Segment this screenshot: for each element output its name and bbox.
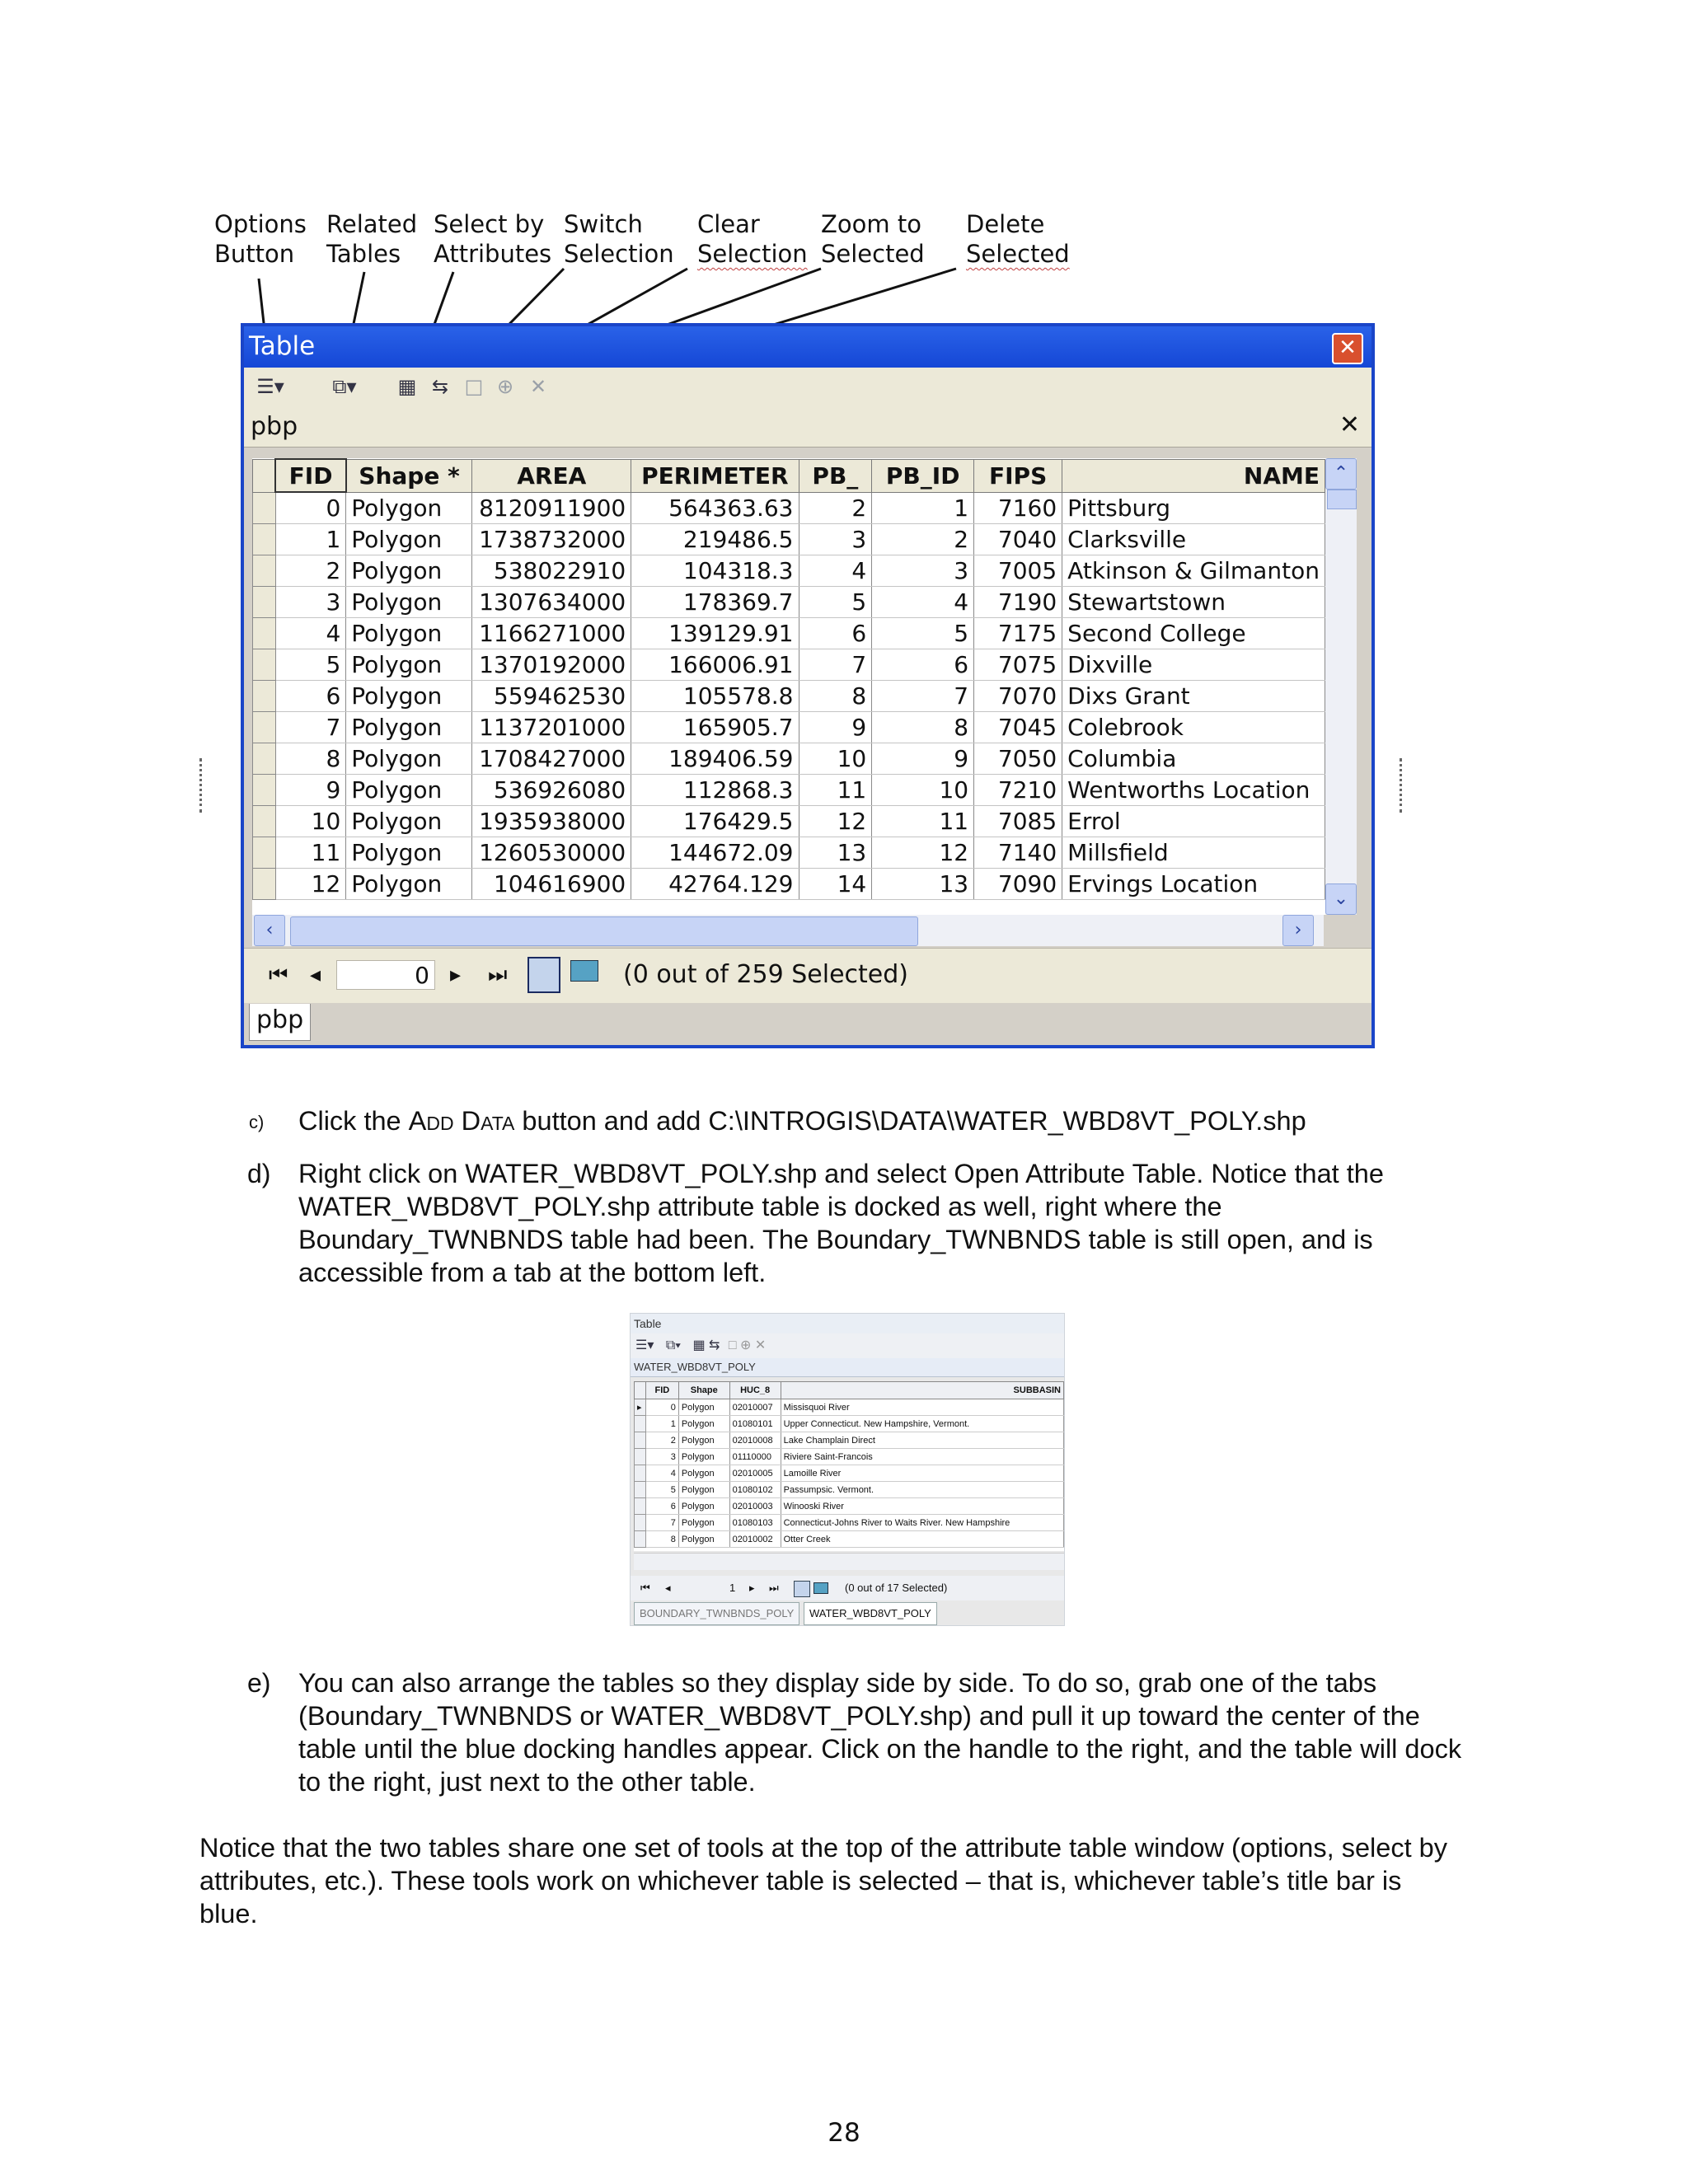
- table-cell: 12: [872, 837, 974, 869]
- layer-tab-header: [244, 405, 1372, 448]
- table-cell: 7: [872, 681, 974, 712]
- table-cell: Polygon: [346, 555, 472, 587]
- select-by-attributes-icon[interactable]: ▦: [397, 375, 417, 398]
- step-d-marker: d): [247, 1159, 271, 1188]
- small-table-cell: Otter Creek: [781, 1531, 1063, 1548]
- table-cell: 9: [872, 743, 974, 775]
- table-cell: 7070: [974, 681, 1062, 712]
- table-cell: 7005: [974, 555, 1062, 587]
- table-cell: Dixs Grant: [1062, 681, 1325, 712]
- tab-water-wbd8vt[interactable]: WATER_WBD8VT_POLY: [804, 1602, 937, 1625]
- small-table-cell: 02010007: [729, 1399, 781, 1416]
- table-cell: 12: [275, 869, 345, 900]
- row-selector[interactable]: [253, 587, 276, 618]
- vertical-scrollbar[interactable]: [1325, 458, 1357, 915]
- small-row-selector[interactable]: ▸: [635, 1399, 646, 1416]
- callout-select-by-attributes: Select by Attributes: [434, 210, 552, 268]
- table-cell: Polygon: [346, 837, 472, 869]
- small-show-selected-icon[interactable]: [814, 1582, 828, 1594]
- row-selector[interactable]: [253, 806, 276, 837]
- table-cell: Polygon: [346, 649, 472, 681]
- column-header[interactable]: PB_ID: [872, 459, 974, 492]
- table-cell: 7140: [974, 837, 1062, 869]
- callout-options-button: Options Button: [214, 210, 307, 268]
- table-cell: Polygon: [346, 869, 472, 900]
- table-cell: 8: [275, 743, 345, 775]
- small-table-cell: Polygon: [678, 1449, 729, 1465]
- tab-boundary-twnbnds[interactable]: BOUNDARY_TWNBNDS_POLY: [634, 1602, 799, 1625]
- table-row[interactable]: [253, 869, 1325, 900]
- small-delete-icon[interactable]: ✕: [754, 1338, 767, 1352]
- table-cell: Polygon: [346, 587, 472, 618]
- table-row[interactable]: [253, 775, 1325, 806]
- small-table-cell: 5: [645, 1482, 678, 1498]
- small-column-header[interactable]: FID: [645, 1382, 678, 1399]
- table-cell: 7: [275, 712, 345, 743]
- small-table-cell: 6: [645, 1498, 678, 1515]
- table-cell: 1: [872, 492, 974, 524]
- page-number: 28: [828, 2118, 860, 2148]
- row-selector[interactable]: [253, 681, 276, 712]
- small-row-selector-header: [635, 1382, 646, 1399]
- row-selector[interactable]: [253, 649, 276, 681]
- table-cell: 1307634000: [472, 587, 631, 618]
- callout-related-tables: Related Tables: [326, 210, 418, 268]
- small-first-record-icon[interactable]: ⏮: [640, 1582, 650, 1594]
- table-cell: 2: [799, 492, 872, 524]
- small-table-cell: 2: [645, 1432, 678, 1449]
- column-header[interactable]: NAME: [1062, 459, 1325, 492]
- small-row-selector[interactable]: [635, 1498, 646, 1515]
- small-table-cell: 01080103: [729, 1515, 781, 1531]
- table-cell: 4: [872, 587, 974, 618]
- table-row[interactable]: [253, 524, 1325, 555]
- table-row[interactable]: [253, 837, 1325, 869]
- small-table-cell: Polygon: [678, 1465, 729, 1482]
- small-record-number[interactable]: 1: [729, 1582, 736, 1594]
- small-table-cell: 01080101: [729, 1416, 781, 1432]
- small-show-all-icon[interactable]: [794, 1581, 810, 1597]
- small-table-cell: Lamoille River: [781, 1465, 1063, 1482]
- row-selector[interactable]: [253, 492, 276, 524]
- table-cell: Pittsburg: [1062, 492, 1325, 524]
- small-table-cell: Polygon: [678, 1482, 729, 1498]
- small-select-icon[interactable]: ▦: [692, 1338, 706, 1352]
- table-cell: 144672.09: [631, 837, 799, 869]
- small-table-cell: 02010005: [729, 1465, 781, 1482]
- small-switch-icon[interactable]: ⇆: [709, 1338, 720, 1352]
- table-cell: Second College: [1062, 618, 1325, 649]
- table-cell: 104318.3: [631, 555, 799, 587]
- small-table-row[interactable]: [635, 1416, 1064, 1432]
- column-header[interactable]: FIPS: [974, 459, 1062, 492]
- table-row[interactable]: [253, 649, 1325, 681]
- table-row[interactable]: [253, 492, 1325, 524]
- small-previous-record-icon[interactable]: ◂: [665, 1582, 671, 1594]
- small-table-cell: 02010008: [729, 1432, 781, 1449]
- record-navigation-bar: [244, 948, 1372, 1003]
- close-icon[interactable]: ✕: [1332, 333, 1363, 364]
- table-cell: 5: [275, 649, 345, 681]
- step-c-marker: c): [249, 1112, 265, 1132]
- table-cell: 11: [872, 806, 974, 837]
- table-cell: 1738732000: [472, 524, 631, 555]
- table-cell: 4: [799, 555, 872, 587]
- table-cell: 3: [275, 587, 345, 618]
- table-options-icon[interactable]: ☰▾: [256, 375, 284, 398]
- small-table-cell: Polygon: [678, 1498, 729, 1515]
- attribute-rows: [253, 492, 1325, 900]
- table-cell: Polygon: [346, 618, 472, 649]
- small-row-selector[interactable]: [635, 1482, 646, 1498]
- small-row-selector[interactable]: [635, 1515, 646, 1531]
- table-cell: 139129.91: [631, 618, 799, 649]
- small-row-selector[interactable]: [635, 1531, 646, 1548]
- table-cell: 7: [799, 649, 872, 681]
- small-horizontal-scrollbar[interactable]: [634, 1553, 1064, 1570]
- table-cell: Polygon: [346, 681, 472, 712]
- table-cell: 5: [799, 587, 872, 618]
- step-d-text: Right click on WATER_WBD8VT_POLY.shp and select Open Attribute Table. Notice that the WATER_WBD8VT_POLY.shp attribute table is docked as well, right where the Boundary_TWNBNDS table had been. The Boundary_TWNBNDS table is still open, and is accessible from a tab at the bottom left.: [298, 1159, 1384, 1287]
- small-table-cell: 4: [645, 1465, 678, 1482]
- small-table-cell: Polygon: [678, 1432, 729, 1449]
- column-header[interactable]: PERIMETER: [631, 459, 799, 492]
- table-cell: 11: [275, 837, 345, 869]
- table-cell: 7210: [974, 775, 1062, 806]
- small-row-selector[interactable]: [635, 1449, 646, 1465]
- small-attribute-table: [634, 1381, 1064, 1548]
- small-table-cell: 8: [645, 1531, 678, 1548]
- table-cell: Errol: [1062, 806, 1325, 837]
- table-cell: Millsfield: [1062, 837, 1325, 869]
- record-number-field[interactable]: 0: [336, 960, 435, 990]
- table-cell: Polygon: [346, 743, 472, 775]
- table-cell: 8: [799, 681, 872, 712]
- table-cell: 9: [275, 775, 345, 806]
- small-column-header[interactable]: HUC_8: [729, 1382, 781, 1399]
- table-cell: 13: [872, 869, 974, 900]
- table-cell: 8120911900: [472, 492, 631, 524]
- table-cell: 0: [275, 492, 345, 524]
- table-cell: 4: [275, 618, 345, 649]
- small-column-header[interactable]: SUBBASIN: [781, 1382, 1063, 1399]
- table-cell: 7085: [974, 806, 1062, 837]
- table-row[interactable]: [253, 555, 1325, 587]
- table-cell: 3: [799, 524, 872, 555]
- small-table-row[interactable]: [635, 1498, 1064, 1515]
- table-cell: 6: [275, 681, 345, 712]
- table-cell: 7040: [974, 524, 1062, 555]
- first-record-icon[interactable]: ⏮: [269, 963, 288, 987]
- next-record-icon[interactable]: ▸: [450, 963, 462, 987]
- table-cell: 7190: [974, 587, 1062, 618]
- table-cell: 189406.59: [631, 743, 799, 775]
- small-row-selector[interactable]: [635, 1432, 646, 1449]
- table-row[interactable]: [253, 806, 1325, 837]
- attribute-table: [252, 458, 1325, 900]
- table-cell: 2: [275, 555, 345, 587]
- table-cell: 12: [799, 806, 872, 837]
- table-cell: 10: [872, 775, 974, 806]
- zoom-to-selected-icon[interactable]: ⊕: [496, 375, 514, 398]
- small-table-cell: Polygon: [678, 1416, 729, 1432]
- table-row[interactable]: [253, 618, 1325, 649]
- clear-selection-icon[interactable]: □: [464, 375, 484, 398]
- layer-tab-name: pbp: [251, 412, 298, 441]
- table-cell: 1137201000: [472, 712, 631, 743]
- small-table-cell: 3: [645, 1449, 678, 1465]
- small-selection-status: (0 out of 17 Selected): [845, 1582, 948, 1594]
- selection-status: (0 out of 259 Selected): [623, 960, 908, 989]
- small-table-cell: Connecticut-Johns River to Waits River. New Hampshire: [781, 1515, 1063, 1531]
- step-c-text: Click the Add Data button and add C:\INTROGIS\DATA\WATER_WBD8VT_POLY.shp: [298, 1106, 1306, 1136]
- small-record-navigation: [631, 1576, 1064, 1601]
- column-header[interactable]: FID: [275, 459, 345, 492]
- table-cell: 14: [799, 869, 872, 900]
- small-table-row[interactable]: [635, 1465, 1064, 1482]
- callout-switch-selection: Switch Selection: [564, 210, 674, 268]
- small-table-cell: 02010003: [729, 1498, 781, 1515]
- table-cell: Polygon: [346, 806, 472, 837]
- table-cell: 178369.7: [631, 587, 799, 618]
- table-cell: 1260530000: [472, 837, 631, 869]
- table-cell: Polygon: [346, 492, 472, 524]
- table-cell: 11: [799, 775, 872, 806]
- table-cell: Clarksville: [1062, 524, 1325, 555]
- small-table-title: Table: [631, 1314, 1064, 1333]
- table-cell: 7050: [974, 743, 1062, 775]
- table-cell: Atkinson & Gilmanton: [1062, 555, 1325, 587]
- previous-record-icon[interactable]: ◂: [310, 963, 321, 987]
- small-table-row[interactable]: [635, 1399, 1064, 1416]
- table-cell: 219486.5: [631, 524, 799, 555]
- table-cell: 6: [799, 618, 872, 649]
- table-cell: Stewartstown: [1062, 587, 1325, 618]
- table-cell: 1: [275, 524, 345, 555]
- table-cell: 559462530: [472, 681, 631, 712]
- last-record-icon[interactable]: ⏭: [488, 963, 508, 987]
- column-header[interactable]: PB_: [799, 459, 872, 492]
- bottom-table-tab[interactable]: pbp: [249, 1004, 311, 1041]
- small-header-row: [635, 1382, 1064, 1399]
- row-selector[interactable]: [253, 837, 276, 869]
- table-cell: Polygon: [346, 775, 472, 806]
- layer-close-icon[interactable]: ✕: [1339, 410, 1360, 439]
- table-cell: 7045: [974, 712, 1062, 743]
- table-cell: 564363.63: [631, 492, 799, 524]
- left-dock-marker: [199, 758, 202, 813]
- attribute-grid: [252, 458, 1325, 915]
- scroll-thumb[interactable]: [1327, 490, 1357, 509]
- table-row[interactable]: [253, 712, 1325, 743]
- row-selector[interactable]: [253, 743, 276, 775]
- table-toolbar: [244, 368, 1372, 406]
- small-table-cell: Riviere Saint-Francois: [781, 1449, 1063, 1465]
- small-table-cell: Missisquoi River: [781, 1399, 1063, 1416]
- table-cell: 7160: [974, 492, 1062, 524]
- small-related-icon[interactable]: ⧉▾: [665, 1338, 681, 1352]
- table-cell: Colebrook: [1062, 712, 1325, 743]
- row-selector-header: [253, 459, 276, 492]
- table-cell: 3: [872, 555, 974, 587]
- attribute-table-window: [241, 323, 1375, 1048]
- small-table-cell: 01110000: [729, 1449, 781, 1465]
- small-table-cell: Polygon: [678, 1399, 729, 1416]
- callout-zoom-to-selected: Zoom to Selected: [821, 210, 925, 268]
- table-cell: 5: [872, 618, 974, 649]
- small-table-row[interactable]: [635, 1432, 1064, 1449]
- small-table-row[interactable]: [635, 1482, 1064, 1498]
- table-cell: 176429.5: [631, 806, 799, 837]
- table-cell: 1708427000: [472, 743, 631, 775]
- table-cell: 166006.91: [631, 649, 799, 681]
- switch-selection-icon[interactable]: ⇆: [431, 375, 449, 398]
- small-table-row[interactable]: [635, 1531, 1064, 1548]
- callout-clear-selection: Clear Selection: [697, 210, 808, 268]
- small-table-cell: 7: [645, 1515, 678, 1531]
- small-table-row[interactable]: [635, 1449, 1064, 1465]
- small-table-cell: Polygon: [678, 1515, 729, 1531]
- small-table-cell: Winooski River: [781, 1498, 1063, 1515]
- table-cell: 9: [799, 712, 872, 743]
- small-row-selector[interactable]: [635, 1465, 646, 1482]
- small-column-header[interactable]: Shape: [678, 1382, 729, 1399]
- small-table-cell: 1: [645, 1416, 678, 1432]
- table-cell: 10: [275, 806, 345, 837]
- small-layer-name: WATER_WBD8VT_POLY: [631, 1358, 1064, 1377]
- row-selector[interactable]: [253, 555, 276, 587]
- small-table-cell: Upper Connecticut. New Hampshire, Vermont.: [781, 1416, 1063, 1432]
- table-row[interactable]: [253, 681, 1325, 712]
- table-cell: 104616900: [472, 869, 631, 900]
- small-last-record-icon[interactable]: ⏭: [769, 1582, 779, 1594]
- step-e-marker: e): [247, 1668, 271, 1698]
- closing-note: Notice that the two tables share one set of tools at the top of the attribute table window (options, select by attributes, etc.). These tools work on whichever table is selected – that is, whichever table’s title bar is blue.: [199, 1833, 1447, 1929]
- column-header[interactable]: Shape *: [346, 459, 472, 492]
- table-cell: Wentworths Location: [1062, 775, 1325, 806]
- table-cell: 1370192000: [472, 649, 631, 681]
- header-row: [253, 459, 1325, 492]
- show-all-records-icon[interactable]: [528, 957, 560, 993]
- row-selector[interactable]: [253, 775, 276, 806]
- small-table-row[interactable]: [635, 1515, 1064, 1531]
- table-cell: 538022910: [472, 555, 631, 587]
- horizontal-scroll-thumb[interactable]: [290, 916, 918, 946]
- small-next-record-icon[interactable]: ▸: [749, 1582, 755, 1594]
- related-tables-icon[interactable]: ⧉▾: [332, 375, 357, 398]
- delete-selected-icon[interactable]: ✕: [529, 375, 547, 398]
- table-title: Table: [249, 331, 316, 361]
- small-table-toolbar: [631, 1333, 1064, 1358]
- scroll-down-icon[interactable]: ⌄: [1325, 883, 1357, 915]
- table-cell: 13: [799, 837, 872, 869]
- small-row-selector[interactable]: [635, 1416, 646, 1432]
- row-selector[interactable]: [253, 712, 276, 743]
- table-cell: 6: [872, 649, 974, 681]
- table-cell: Columbia: [1062, 743, 1325, 775]
- small-table-cell: Passumpsic. Vermont.: [781, 1482, 1063, 1498]
- table-cell: 7075: [974, 649, 1062, 681]
- table-cell: 112868.3: [631, 775, 799, 806]
- small-clear-icon[interactable]: □: [728, 1338, 737, 1352]
- table-cell: 105578.8: [631, 681, 799, 712]
- table-row[interactable]: [253, 743, 1325, 775]
- table-cell: Polygon: [346, 712, 472, 743]
- table-cell: 10: [799, 743, 872, 775]
- table-cell: 165905.7: [631, 712, 799, 743]
- table-cell: 536926080: [472, 775, 631, 806]
- small-attribute-grid: [634, 1381, 1064, 1551]
- table-titlebar[interactable]: [244, 326, 1372, 368]
- scroll-left-icon[interactable]: ‹: [254, 915, 285, 946]
- row-selector[interactable]: [253, 524, 276, 555]
- callout-delete-selected: Delete Selected: [966, 210, 1070, 268]
- small-zoom-icon[interactable]: ⊕: [740, 1338, 752, 1352]
- table-cell: 1166271000: [472, 618, 631, 649]
- table-cell: 2: [872, 524, 974, 555]
- table-cell: Ervings Location: [1062, 869, 1325, 900]
- table-cell: Polygon: [346, 524, 472, 555]
- column-header[interactable]: AREA: [472, 459, 631, 492]
- small-table-cell: 0: [645, 1399, 678, 1416]
- right-dock-marker: [1400, 758, 1402, 813]
- small-table-cell: Polygon: [678, 1531, 729, 1548]
- show-selected-records-icon[interactable]: [570, 960, 598, 982]
- scroll-right-icon[interactable]: ›: [1282, 915, 1314, 946]
- water-table-screenshot: [630, 1313, 1065, 1626]
- step-e-text: You can also arrange the tables so they display side by side. To do so, grab one of the tabs (Boundary_TWNBNDS or WATER_WBD8VT_POLY.shp) and pull it up toward the center of the table until the blue docking handles appear. Click on the handle to the right, and the table will dock to the right, just next to the other table.: [298, 1668, 1462, 1797]
- table-row[interactable]: [253, 587, 1325, 618]
- row-selector[interactable]: [253, 618, 276, 649]
- table-cell: 7175: [974, 618, 1062, 649]
- scroll-up-icon[interactable]: ⌃: [1325, 458, 1357, 490]
- table-cell: Dixville: [1062, 649, 1325, 681]
- table-cell: 1935938000: [472, 806, 631, 837]
- small-attribute-rows: [635, 1399, 1064, 1548]
- horizontal-scrollbar[interactable]: [252, 915, 1324, 946]
- row-selector[interactable]: [253, 869, 276, 900]
- small-table-cell: 02010002: [729, 1531, 781, 1548]
- small-table-cell: Lake Champlain Direct: [781, 1432, 1063, 1449]
- table-cell: 42764.129: [631, 869, 799, 900]
- table-cell: 7090: [974, 869, 1062, 900]
- small-options-icon[interactable]: ☰▾: [635, 1338, 654, 1352]
- table-cell: 8: [872, 712, 974, 743]
- small-table-cell: 01080102: [729, 1482, 781, 1498]
